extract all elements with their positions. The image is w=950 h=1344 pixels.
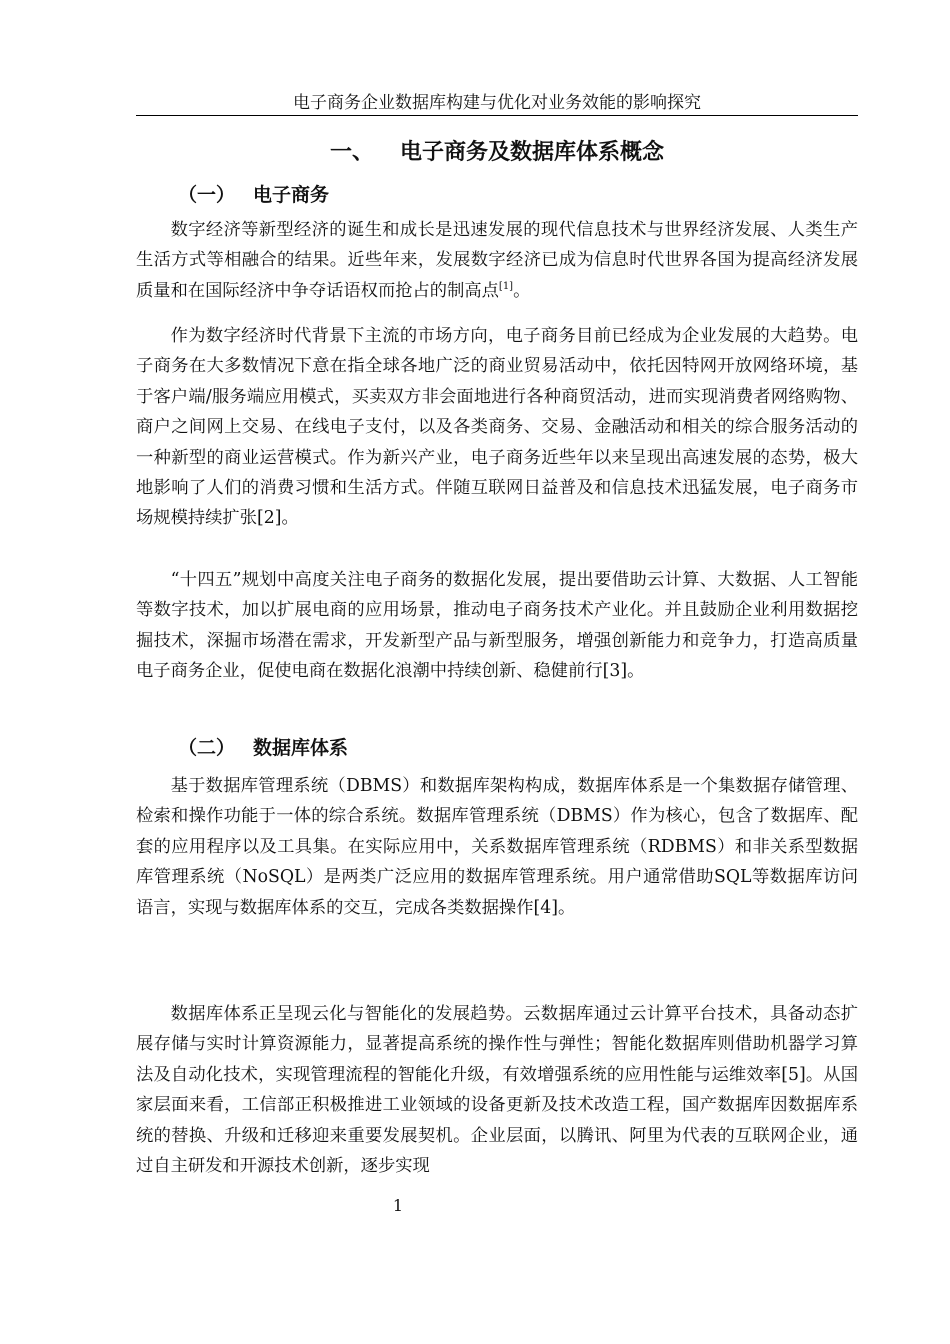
paragraph-ecommerce-trend: 作为数字经济时代背景下主流的市场方向，电子商务目前已经成为企业发展的大趋势。电子商务在大多数情况下意在指全球各地广泛的商业贸易活动中，依托因特网开放网络环境，基于客户端/服务端应用模式，买卖双方非会面地进行各种商贸活动，进而实现消费者网络购物、商户之间网上交易、在线电子支付，以及各类商务、交易、金融活动和相关的综合服务活动的一种新型的商业运营模式。作为新兴产业，电子商务近些年以来呈现出高速发展的态势，极大地影响了人们的消费习惯和生活方式。伴随互联网日益普及和信息技术迅猛发展，电子商务市场规模持续扩张[2]。 (136, 326, 858, 529)
subsection-title: 电子商务 (253, 184, 330, 206)
paragraph-text: 数字经济等新型经济的诞生和成长是迅速发展的现代信息技术与世界经济发展、人类生产生活方式等相融合的结果。近些年来，发展数字经济已成为信息时代世界各国为提高经济发展质量和在国际经济中争夺话语权而抢占的制高点 (136, 220, 858, 301)
header-rule (136, 115, 858, 116)
subsection-title: 数据库体系 (253, 737, 349, 759)
paragraph-database-trend: 数据库体系正呈现云化与智能化的发展趋势。云数据库通过云计算平台技术，具备动态扩展存储与实时计算资源能力，显著提高系统的操作性与弹性；智能化数据库则借助机器学习算法及自动化技术，实现管理流程的智能化升级，有效增强系统的应用性能与运维效率[5]。从国家层面来看，工信部正积极推进工业领域的设备更新及技术改造工程，国产数据库因数据库系统的替换、升级和迁移迎来重要发展契机。企业层面，以腾讯、阿里为代表的互联网企业，通过自主研发和开源技术创新，逐步实现 (136, 1004, 858, 1177)
paragraph-end: 。 (513, 280, 531, 301)
section-heading (136, 136, 858, 170)
subsection-number: （二） (178, 737, 236, 759)
paragraph-five-year-plan: “十四五”规划中高度关注电子商务的数据化发展，提出要借助云计算、大数据、人工智能等数字技术，加以扩展电商的应用场景，推动电子商务技术产业化。并且鼓励企业利用数据挖掘技术，深掘市场潜在需求，开发新型产品与新型服务，增强创新能力和竞争力，打造高质量电子商务企业，促使电商在数据化浪潮中持续创新、稳健前行[3]。 (136, 570, 858, 682)
section-title: 电子商务及数据库体系概念 (400, 140, 665, 165)
page-number: 1 (392, 1196, 404, 1215)
paragraph-digital-economy (136, 215, 858, 306)
citation-ref: [1] (498, 281, 514, 293)
section-number: 一、 (329, 140, 374, 165)
subsection-number: （一） (178, 184, 236, 206)
paragraph-database-system: 基于数据库管理系统（DBMS）和数据库架构构成，数据库体系是一个集数据存储管理、检索和操作功能于一体的综合系统。数据库管理系统（DBMS）作为核心，包含了数据库、配套的应用程序以及工具集。在实际应用中，关系数据库管理系统（RDBMS）和非关系型数据库管理系统（NoSQL）是两类广泛应用的数据库管理系统。用户通常借助SQL等数据库访问语言，实现与数据库体系的交互，完成各类数据操作[4]。 (136, 776, 858, 918)
subsection-heading-database (178, 733, 348, 763)
running-header: 电子商务企业数据库构建与优化对业务效能的影响探究 (293, 93, 701, 113)
subsection-heading-ecommerce (178, 180, 329, 210)
